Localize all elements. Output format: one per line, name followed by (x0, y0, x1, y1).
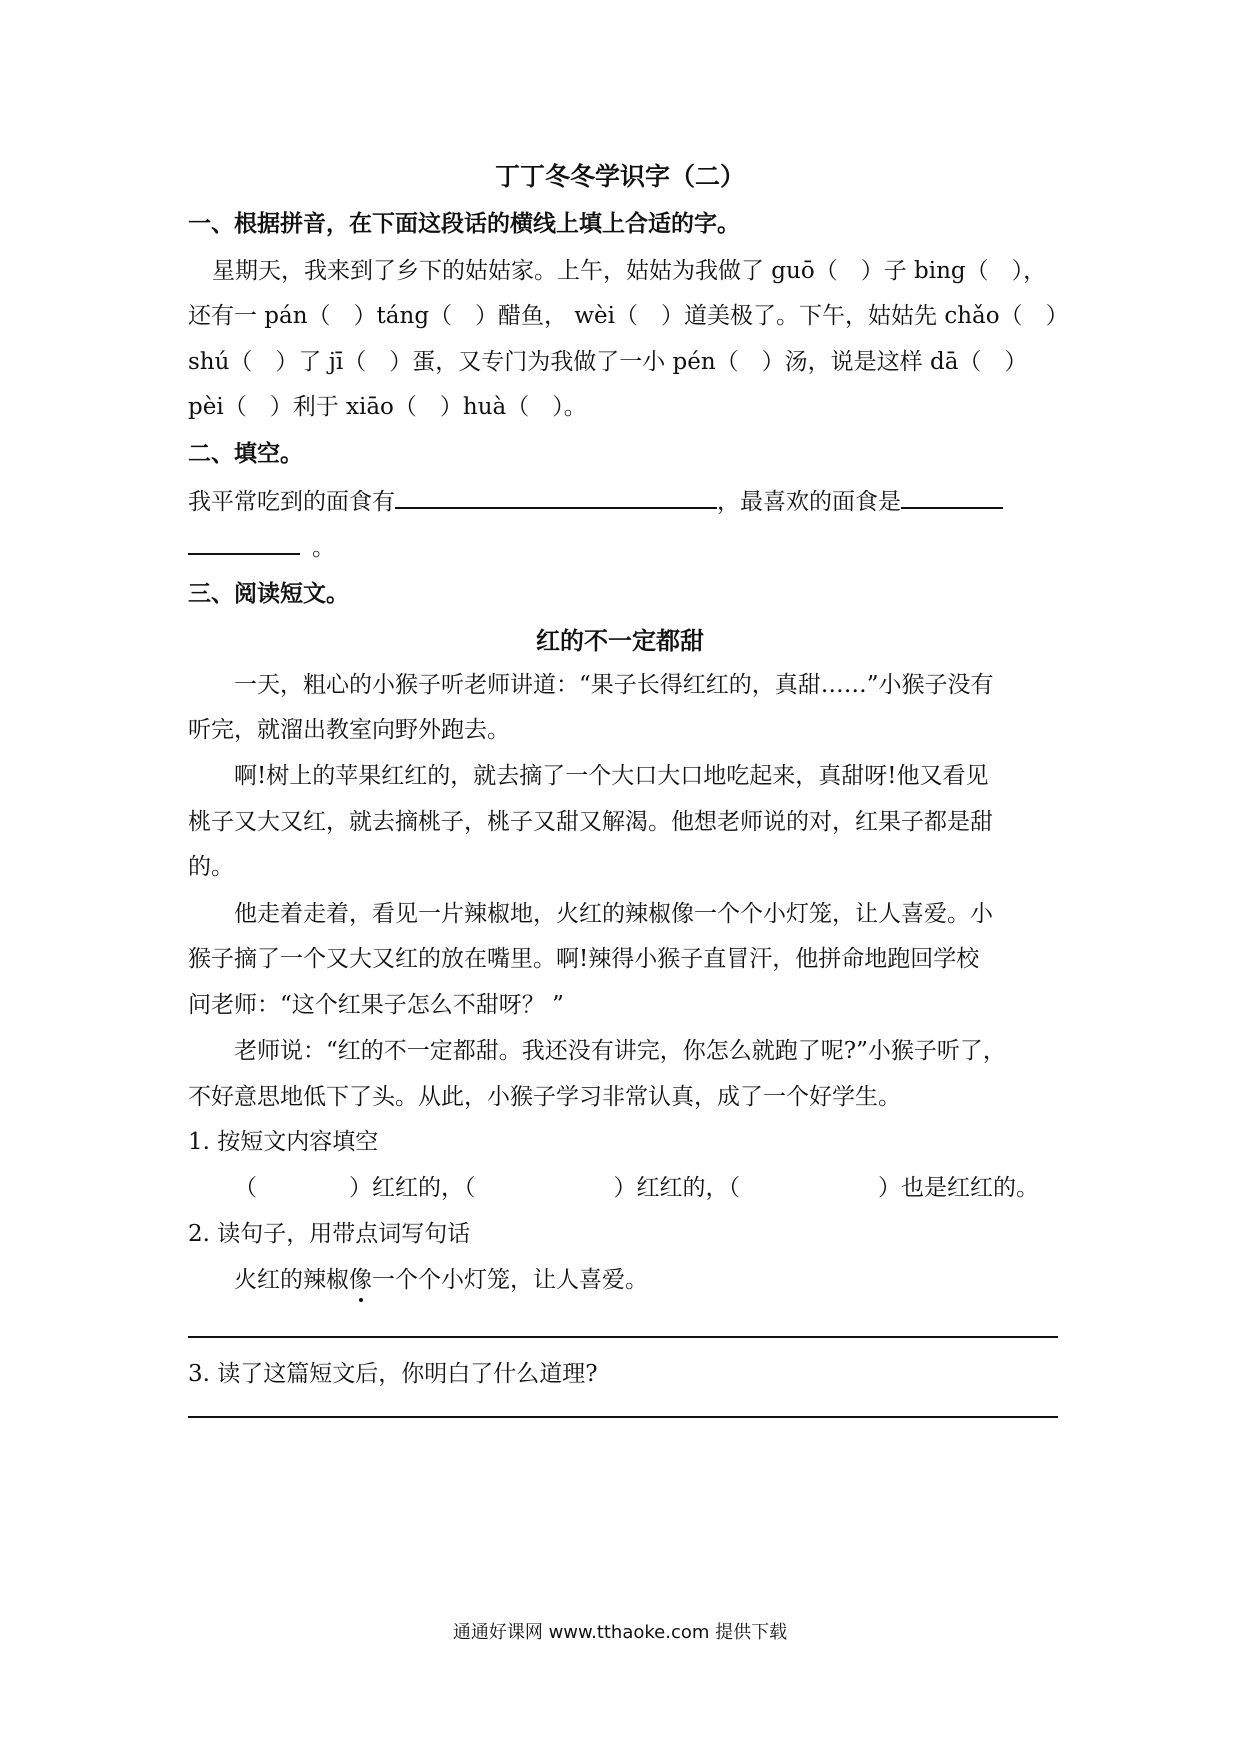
story-line-2: 听完，就溜出教室向野外跑去。 (188, 717, 510, 743)
section1-line-4: pèi（ ）利于 xiāo（ ）huà（ ）。 (188, 394, 587, 420)
question-2-sentence (188, 1264, 1104, 1296)
story-line-5: 的。 (188, 854, 234, 880)
sentence-part: 火红的辣椒 (234, 1267, 349, 1293)
story-line-10: 不好意思地低下了头。从此，小猴子学习非常认真，成了一个好学生。 (188, 1084, 901, 1110)
fill-blank-favorite-foods[interactable] (395, 485, 717, 509)
story-line-9: 老师说：“红的不一定都甜。我还没有讲完，你怎么就跑了呢?”小猴子听了， (234, 1038, 1006, 1064)
page-title: 丁丁冬冬学识字（二） (494, 162, 745, 191)
story-line-3: 啊!树上的苹果红红的，就去摘了一个大口大口地吃起来，真甜呀!他又看见 (234, 763, 989, 789)
question-2-label: 2. 读句子，用带点词写句话 (188, 1221, 471, 1247)
question-3-label: 3. 读了这篇短文后，你明白了什么道理? (188, 1361, 598, 1387)
story-line-1: 一天，粗心的小猴子听老师讲道：“果子长得红红的，真甜……”小猴子没有 (234, 672, 994, 698)
section2-heading: 二、填空。 (188, 440, 303, 467)
footer-credit: 通通好课网 www.tthaoke.com 提供下载 (452, 1622, 788, 1643)
section2-line-2 (188, 531, 1058, 564)
sentence-part: 一个个小灯笼，让人喜爱。 (372, 1267, 648, 1293)
answer-line-q3[interactable] (188, 1416, 1058, 1418)
story-title: 红的不一定都甜 (536, 626, 704, 655)
story-line-7: 猴子摘了一个又大又红的放在嘴里。啊!辣得小猴子直冒汗，他拼命地跑回学校 (188, 946, 980, 972)
story-line-6: 他走着走着，看见一片辣椒地，火红的辣椒像一个个小灯笼，让人喜爱。小 (234, 901, 993, 927)
answer-line-q2[interactable] (188, 1336, 1058, 1338)
section1-line-1: 星期天，我来到了乡下的姑姑家。上午，姑姑为我做了 guō（ ）子 bing（ ）， (212, 258, 1047, 284)
section2-text-a: 我平常吃到的面食有 (188, 489, 395, 515)
story-line-4: 桃子又大又红，就去摘桃子，桃子又甜又解渴。他想老师说的对，红果子都是甜 (188, 809, 993, 835)
section1-line-2: 还有一 pán（ ）táng（ ）醋鱼， wèi（ ）道美极了。下午，姑姑先 chǎo（ ） (188, 303, 1069, 329)
section2-line-1 (188, 485, 1058, 518)
story-line-8: 问老师：“这个红果子怎么不甜呀？ ” (188, 992, 564, 1018)
section3-heading: 三、阅读短文。 (188, 580, 349, 607)
question-1-label: 1. 按短文内容填空 (188, 1129, 379, 1155)
section2-text-b: ，最喜欢的面食是 (717, 489, 901, 515)
section2-text-end: 。 (312, 535, 335, 561)
question-1-fill-line[interactable]: （ ）红红的，（ ）红红的，（ ）也是红红的。 (234, 1175, 1039, 1201)
dotted-word: 像 (349, 1264, 372, 1296)
section1-line-3: shú（ ）了 jī（ ）蛋，又专门为我做了一小 pén（ ）汤，说是这样 dā（ ） (188, 349, 1028, 375)
fill-blank-favorite-food-a[interactable] (901, 485, 1003, 509)
section1-heading: 一、根据拼音，在下面这段话的横线上填上合适的字。 (188, 210, 740, 237)
fill-blank-favorite-food-b[interactable] (188, 531, 300, 555)
